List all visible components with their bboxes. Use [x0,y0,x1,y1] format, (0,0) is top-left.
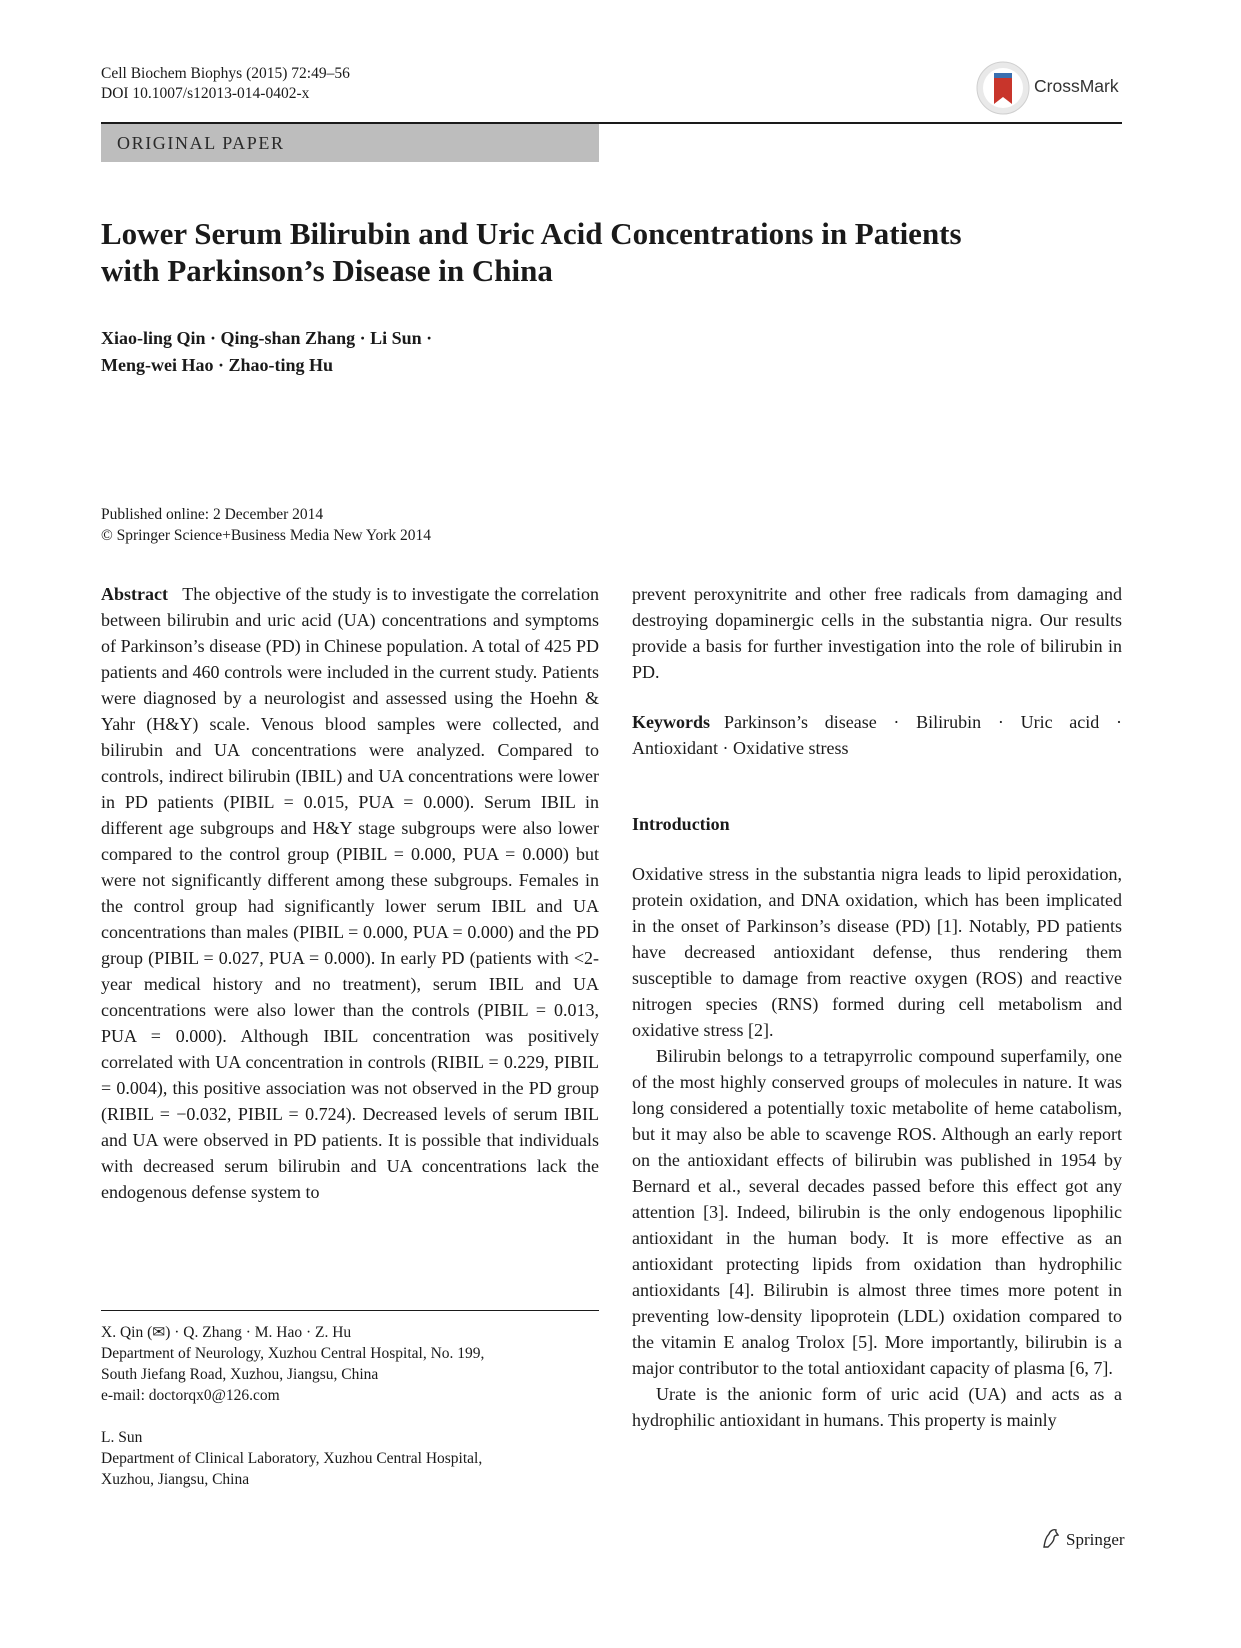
intro-paragraph-2: Bilirubin belongs to a tetrapyrrolic compound superfamily, one of the most highly conserved groups of molecules in nature. It was long considered a potentially toxic metabolite of heme catabolism, but it may also be able to scavenge ROS. Although an early report on the antioxidant effects of bilirubin was published in 1954 by Bernard et al., several decades passed before this effect got any attention [3]. Indeed, bilirubin is the only endogenous lipophilic antioxidant in the human body. It is more effective as an antioxidant protecting lipids from oxidation than hydrophilic antioxidants [4]. Bilirubin is almost three times more potent in preventing low-density lipoprotein (LDL) oxidation compared to the vitamin E analog Trolox [5]. More importantly, bilirubin is a major contributor to the total antioxidant capacity of plasma [6, 7]. [632,1046,1122,1378]
author-list [101,325,801,379]
affil2-dept: Department of Clinical Laboratory, Xuzhou Central Hospital, [101,1450,483,1467]
intro-paragraph-3: Urate is the anionic form of uric acid (UA) and acts as a hydrophilic antioxidant in humans. This property is mainly [632,1384,1122,1430]
authors-line-2: Meng-wei Hao · Zhao-ting Hu [101,355,334,375]
affil2-addr: Xuzhou, Jiangsu, China [101,1471,250,1488]
published-date: Published online: 2 December 2014 [101,506,324,523]
left-column [101,581,599,1205]
affil2-names: L. Sun [101,1429,143,1446]
authors-line-1: Xiao-ling Qin · Qing-shan Zhang · Li Sun · [101,328,433,348]
title-line-1: Lower Serum Bilirubin and Uric Acid Concentrations in Patients [101,216,962,251]
crossmark-badge[interactable] [975,60,1145,116]
keywords-text: Parkinson’s disease · Bilirubin · Uric acid · Antioxidant · Oxidative stress [632,712,1122,758]
paper-type-label: ORIGINAL PAPER [117,133,285,153]
keywords-heading: Keywords [632,712,710,732]
affil1-email[interactable]: e-mail: doctorqx0@126.com [101,1387,280,1404]
intro-paragraph-1: Oxidative stress in the substantia nigra leads to lipid peroxidation, protein oxidation, and DNA oxidation, which has been implicated in the onset of Parkinson’s disease (PD) [1]. Notably, PD patients have decreased antioxidant defense, thus rendering them susceptible to damage from reactive oxygen (ROS) and reactive nitrogen species (RNS) formed during cell metabolism and oxidative stress [2]. [632,864,1122,1040]
abstract-text: The objective of the study is to investigate the correlation between bilirubin and uric acid (UA) concentrations and symptoms of Parkinson’s disease (PD) in Chinese population. A total of 425 PD patients and 460 controls were included in the current study. Patients were diagnosed by a neurologist and assessed using the Hoehn & Yahr (H&Y) scale. Venous blood samples were collected, and bilirubin and UA concentrations were analyzed. Compared to controls, indirect bilirubin (IBIL) and UA concentrations were lower in PD patients (PIBIL = 0.015, PUA = 0.000). Serum IBIL in different age subgroups and H&Y stage subgroups were also lower compared to the control group (PIBIL = 0.000, PUA = 0.000) but were not significantly different among these subgroups. Females in the control group had significantly lower serum IBIL and UA concentrations than males (PIBIL = 0.000, PUA = 0.000) and the PD group (PIBIL = 0.027, PUA = 0.000). In early PD (patients with <2-year medical history and no treatment), serum IBIL and UA concentrations were also lower than the controls (PIBIL = 0.013, PUA = 0.000). Although IBIL concentration was positively correlated with UA concentration in controls (RIBIL = 0.229, PIBIL = 0.004), this positive association was not observed in the PD group (RIBIL = −0.032, PIBIL = 0.724). Decreased levels of serum IBIL and UA were observed in PD patients. It is possible that individuals with decreased serum bilirubin and UA concentrations lack the endogenous defense system to [101,584,599,1202]
copyright-line: © Springer Science+Business Media New York 2014 [101,527,432,544]
crossmark-logo [975,60,1031,116]
springer-logo [1040,1527,1125,1550]
abstract-paragraph [101,581,599,1205]
article-title [101,215,1111,289]
publication-info [101,504,431,546]
affil1-names: X. Qin (✉) · Q. Zhang · M. Hao · Z. Hu [101,1324,352,1341]
doi-line: DOI 10.1007/s12013-014-0402-x [101,85,310,102]
introduction-heading: Introduction [632,814,730,834]
paper-type-band [101,124,599,162]
title-line-2: with Parkinson’s Disease in China [101,253,553,288]
journal-citation [101,64,350,104]
footnote-rule [101,1310,599,1311]
journal-line: Cell Biochem Biophys (2015) 72:49–56 [101,65,350,82]
affil1-dept: Department of Neurology, Xuzhou Central Hospital, No. 199, [101,1345,485,1362]
keywords-paragraph [632,709,1122,761]
crossmark-label: CrossMark [1034,76,1119,96]
affil1-addr: South Jiefang Road, Xuzhou, Jiangsu, China [101,1366,379,1383]
right-column [632,581,1122,1433]
springer-horse-icon [1040,1527,1062,1549]
affiliations [101,1322,599,1490]
publisher-name: Springer [1066,1530,1125,1549]
abstract-continuation: prevent peroxynitrite and other free radicals from damaging and destroying dopaminergic cells in the substantia nigra. Our results provide a basis for further investigation into the role of bilirubin in PD. [632,584,1122,682]
abstract-heading: Abstract [101,584,168,604]
